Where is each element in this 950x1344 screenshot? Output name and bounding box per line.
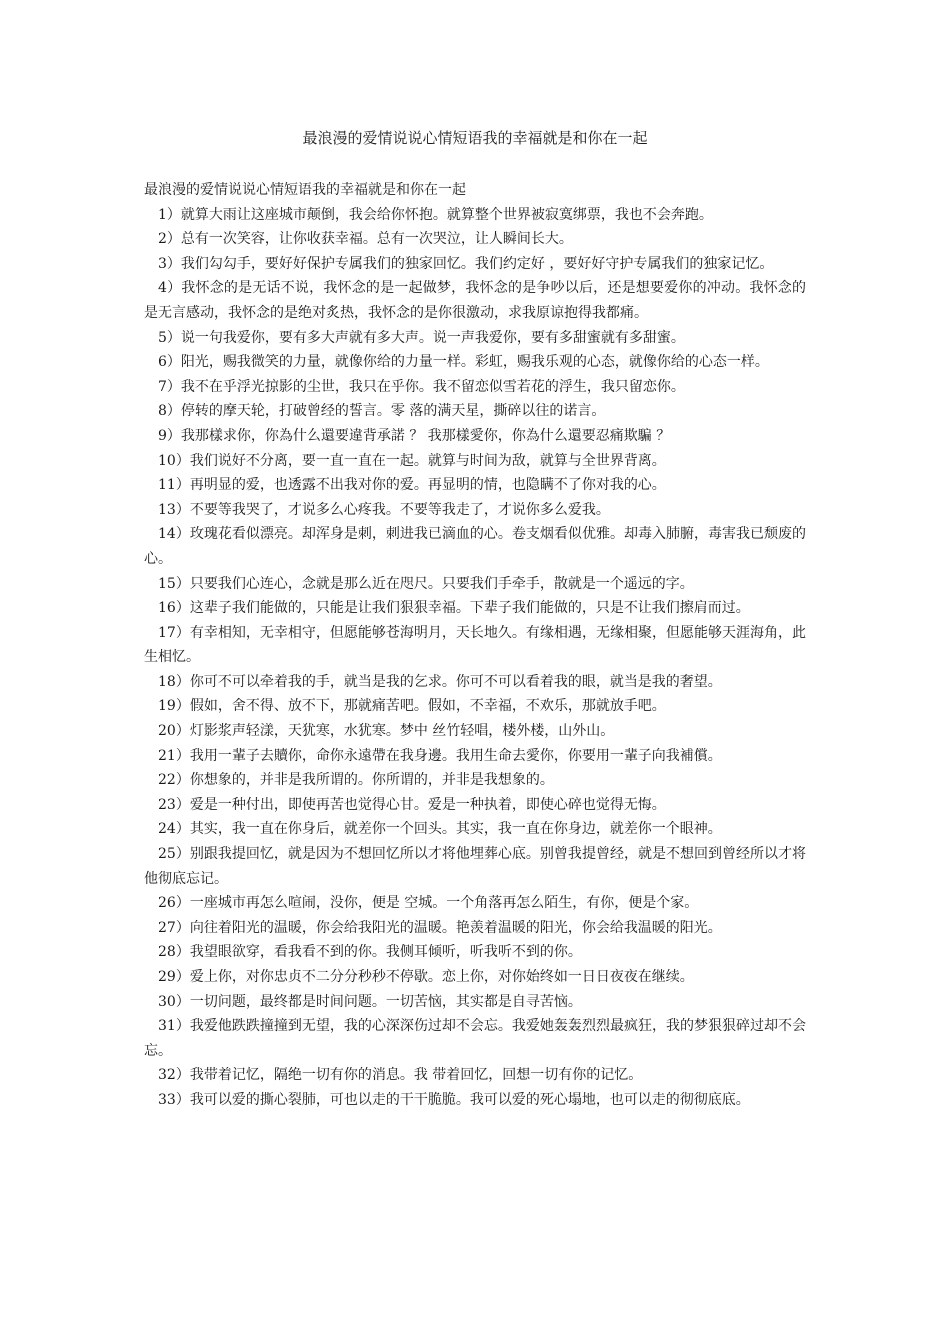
paragraph: 20）灯影浆声轻漾，天犹寒，水犹寒。梦中 丝竹轻唱，楼外楼，山外山。 bbox=[158, 723, 615, 740]
paragraph: 17）有幸相知，无幸相守，但愿能够苍海明月，天长地久。有缘相遇，无缘相聚，但愿能够天涯海角，此生相忆。 bbox=[144, 624, 806, 666]
paragraph: 6）阳光，赐我微笑的力量，就像你给的力量一样。彩虹，赐我乐观的心态，就像你给的心态一样。 bbox=[158, 354, 769, 371]
paragraph: 33）我可以爱的撕心裂肺，可也以走的干干脆脆。我可以爱的死心塌地，也可以走的彻彻底底。 bbox=[158, 1091, 750, 1108]
paragraph: 19）假如，舍不得、放不下，那就痛苦吧。假如，不幸福，不欢乐，那就放手吧。 bbox=[158, 698, 666, 715]
paragraph-list bbox=[144, 203, 806, 1113]
paragraph: 14）玫瑰花看似漂亮。却浑身是刺，刺进我已滴血的心。卷支烟看似优雅。却毒入肺腑，毒害我已颓废的心。 bbox=[144, 526, 806, 567]
paragraph: 11）再明显的爱，也透露不出我对你的爱。再显明的情，也隐瞒不了你对我的心。 bbox=[158, 477, 666, 494]
paragraph: 16）这辈子我们能做的，只能是让我们狠狠幸福。下辈子我们能做的，只是不让我们擦肩而过。 bbox=[158, 600, 750, 617]
paragraph: 31）我爱他跌跌撞撞到无望，我的心深深伤过却不会忘。我爱她轰轰烈烈最疯狂，我的梦狠狠碎过却不会忘。 bbox=[144, 1018, 806, 1059]
paragraph: 8）停转的摩天轮，打破曾经的誓言。零 落的满天星，撕碎以往的诺言。 bbox=[158, 403, 606, 420]
paragraph: 28）我望眼欲穿，看我看不到的你。我侧耳倾听，听我听不到的你。 bbox=[158, 944, 582, 961]
paragraph: 30）一切问题，最终都是时间问题。一切苦恼，其实都是自寻苦恼。 bbox=[158, 993, 582, 1010]
paragraph: 9）我那樣求你，你為什么還要違背承諾 ？ 我那樣愛你，你為什么還要忍痛欺騙 ？ bbox=[158, 427, 671, 444]
paragraph: 32）我带着记忆，隔绝一切有你的消息。我 带着回忆，回想一切有你的记忆。 bbox=[158, 1067, 643, 1084]
paragraph: 29）爱上你，对你忠贞不二分分秒秒不停歇。恋上你，对你始终如一日日夜夜在继续。 bbox=[158, 969, 694, 985]
paragraph: 18）你可不可以牵着我的手，就当是我的乞求。你可不可以看着我的眼，就当是我的奢望。 bbox=[158, 673, 722, 690]
paragraph: 21）我用一輩子去贖你，命你永遠帶在我身邊。我用生命去愛你，你要用一輩子向我補償。 bbox=[158, 747, 722, 764]
paragraph: 22）你想象的，并非是我所谓的。你所谓的，并非是我想象的。 bbox=[158, 772, 554, 789]
document-subtitle: 最浪漫的爱情说说心情短语我的幸福就是和你在一起 bbox=[144, 182, 466, 198]
paragraph: 3）我们勾勾手，要好好保护专属我们的独家回忆。我们约定好 ，要好好守护专属我们的独家记忆。 bbox=[158, 255, 774, 272]
paragraph: 2）总有一次笑容，让你收获幸福。总有一次哭泣，让人瞬间长大。 bbox=[158, 231, 573, 248]
paragraph: 15）只要我们心连心，念就是那么近在咫尺。只要我们手牵手，散就是一个遥远的字。 bbox=[158, 575, 694, 592]
paragraph: 27）向往着阳光的温暖，你会给我阳光的温暖。艳羡着温暖的阳光，你会给我温暖的阳光。 bbox=[158, 919, 722, 936]
document-body bbox=[144, 178, 806, 1113]
paragraph: 10）我们说好不分离，要一直一直在一起。就算与时间为敌，就算与全世界背离。 bbox=[158, 452, 666, 469]
paragraph: 23）爱是一种付出，即使再苦也觉得心甘。爱是一种执着，即使心碎也觉得无悔。 bbox=[158, 796, 666, 813]
paragraph: 4）我怀念的是无话不说，我怀念的是一起做梦，我怀念的是争吵以后，还是想要爱你的冲动。我怀念的是无言感动，我怀念的是绝对炙热，我怀念的是你很激动，求我原谅抱得我都痛。 bbox=[144, 280, 806, 321]
paragraph: 25）别跟我提回忆，就是因为不想回忆所以才将他埋葬心底。别曾我提曾经，就是不想回到曾经所以才将他彻底忘记。 bbox=[144, 846, 806, 887]
paragraph: 13）不要等我哭了，才说多么心疼我。不要等我走了，才说你多么爱我。 bbox=[158, 501, 610, 518]
paragraph: 24）其实，我一直在你身后，就差你一个回头。其实，我一直在你身边，就差你一个眼神。 bbox=[158, 821, 722, 838]
paragraph: 26）一座城市再怎么喧闹，没你，便是 空城。一个角落再怎么陌生，有你，便是个家。 bbox=[158, 895, 699, 912]
document-title: 最浪漫的爱情说说心情短语我的幸福就是和你在一起 bbox=[302, 129, 648, 147]
paragraph: 1）就算大雨让这座城市颠倒，我会给你怀抱。就算整个世界被寂寞绑票，我也不会奔跑。 bbox=[158, 206, 713, 223]
paragraph: 7）我不在乎浮光掠影的尘世，我只在乎你。我不留恋似雪若花的浮生，我只留恋你。 bbox=[158, 378, 685, 395]
paragraph: 5）说一句我爱你，要有多大声就有多大声。说一声我爱你，要有多甜蜜就有多甜蜜。 bbox=[158, 329, 685, 346]
